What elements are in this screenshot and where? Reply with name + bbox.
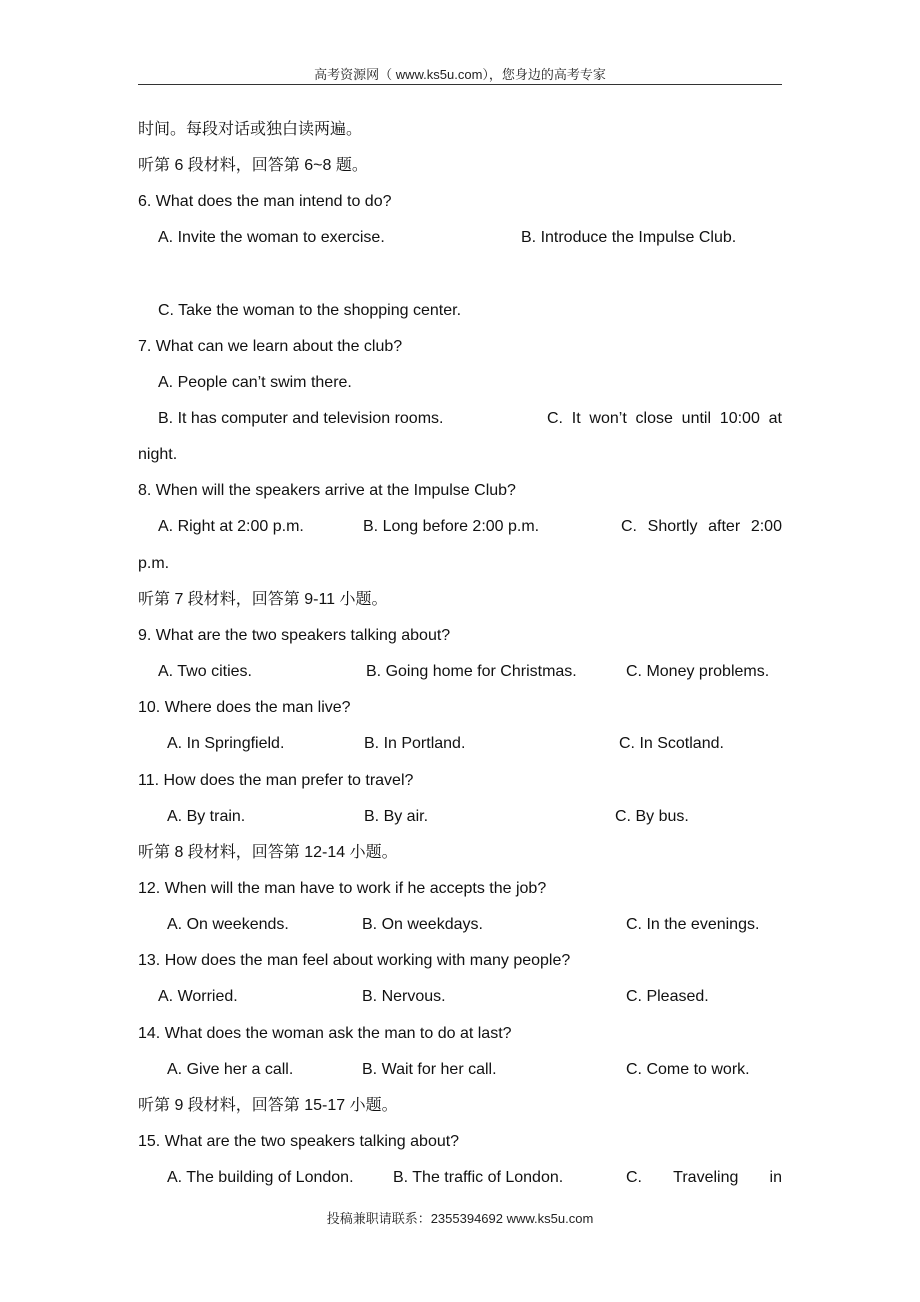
question-8-option-c: [621, 515, 782, 539]
option-word: It: [571, 410, 581, 427]
question-13-options-row: [158, 985, 782, 1009]
option-word: Traveling: [673, 1169, 739, 1186]
question-6-option-a: A. Invite the woman to exercise.: [158, 229, 385, 246]
question-9-option-b: B. Going home for Christmas.: [366, 663, 577, 680]
option-word: at: [768, 410, 782, 427]
page-footer: 投稿兼职请联系：2355394692 www.ks5u.com: [326, 1211, 594, 1226]
section-8-heading: 听第 8 段材料，回答第 12-14 小题。: [138, 844, 398, 861]
question-14-option-c: C. Come to work.: [626, 1061, 750, 1078]
option-word: until: [681, 410, 712, 427]
header-rule: [138, 84, 782, 85]
question-8-options-row: [158, 515, 782, 539]
question-14-options-row: [167, 1058, 782, 1082]
question-7-options-row: [158, 407, 782, 431]
question-6-option-b: B. Introduce the Impulse Club.: [521, 229, 737, 246]
question-8-option-b: B. Long before 2:00 p.m.: [363, 518, 540, 535]
option-word: 2:00: [750, 518, 782, 535]
question-14-option-b: B. Wait for her call.: [362, 1061, 497, 1078]
question-9-option-c: C. Money problems.: [626, 663, 770, 680]
question-13-option-c: C. Pleased.: [626, 988, 709, 1005]
question-13-option-b: B. Nervous.: [362, 988, 446, 1005]
question-10: 10. Where does the man live?: [138, 699, 351, 716]
question-15: 15. What are the two speakers talking about?: [138, 1133, 460, 1150]
question-6-options-row: [158, 226, 782, 250]
question-9: 9. What are the two speakers talking about?: [138, 627, 451, 644]
question-13: 13. How does the man feel about working with many people?: [138, 952, 571, 969]
option-word: won’t: [589, 410, 627, 427]
section-7-heading: 听第 7 段材料，回答第 9-11 小题。: [138, 591, 388, 608]
question-14: 14. What does the woman ask the man to do at last?: [138, 1025, 512, 1042]
option-word: C.: [547, 410, 563, 427]
question-15-option-a: A. The building of London.: [167, 1169, 354, 1186]
question-11: 11. How does the man prefer to travel?: [138, 772, 414, 789]
question-11-option-c: C. By bus.: [615, 808, 689, 825]
question-14-option-a: A. Give her a call.: [167, 1061, 294, 1078]
section-6-heading: 听第 6 段材料，回答第 6~8 题。: [138, 157, 368, 174]
question-7-option-c-wrap: night.: [138, 446, 178, 463]
question-7-option-c: [547, 407, 782, 431]
question-10-options-row: [167, 732, 782, 756]
section-9-heading: 听第 9 段材料，回答第 15-17 小题。: [138, 1097, 398, 1114]
question-7: 7. What can we learn about the club?: [138, 338, 403, 355]
question-10-option-c: C. In Scotland.: [619, 735, 724, 752]
question-15-option-b: B. The traffic of London.: [393, 1169, 564, 1186]
option-word: close: [635, 410, 673, 427]
question-8-option-c-wrap: p.m.: [138, 555, 170, 572]
option-word: 10:00: [719, 410, 760, 427]
question-9-options-row: [158, 660, 782, 684]
question-12-options-row: [167, 913, 782, 937]
intro-line: 时间。每段对话或独白读两遍。: [138, 121, 363, 138]
page-header: 高考资源网（ www.ks5u.com），您身边的高考专家: [314, 67, 606, 82]
question-11-option-b: B. By air.: [364, 808, 429, 825]
question-7-option-b: B. It has computer and television rooms.: [158, 410, 444, 427]
option-word: in: [769, 1169, 782, 1186]
option-word: C.: [621, 518, 637, 535]
question-15-options-row: [167, 1166, 782, 1190]
question-10-option-a: A. In Springfield.: [167, 735, 285, 752]
question-8-option-a: A. Right at 2:00 p.m.: [158, 518, 304, 535]
question-11-option-a: A. By train.: [167, 808, 246, 825]
option-word: C.: [626, 1169, 642, 1186]
question-10-option-b: B. In Portland.: [364, 735, 466, 752]
question-12-option-a: A. On weekends.: [167, 916, 289, 933]
question-15-option-c: [626, 1166, 782, 1190]
question-6-option-c: C. Take the woman to the shopping center.: [158, 302, 462, 319]
question-12-option-b: B. On weekdays.: [362, 916, 483, 933]
question-12-option-c: C. In the evenings.: [626, 916, 760, 933]
question-12: 12. When will the man have to work if he accepts the job?: [138, 880, 547, 897]
question-13-option-a: A. Worried.: [158, 988, 238, 1005]
question-6: 6. What does the man intend to do?: [138, 193, 392, 210]
question-8: 8. When will the speakers arrive at the Impulse Club?: [138, 482, 516, 499]
question-9-option-a: A. Two cities.: [158, 663, 252, 680]
option-word: after: [708, 518, 741, 535]
option-word: Shortly: [647, 518, 698, 535]
question-11-options-row: [167, 805, 782, 829]
question-7-option-a: A. People can’t swim there.: [158, 374, 352, 391]
